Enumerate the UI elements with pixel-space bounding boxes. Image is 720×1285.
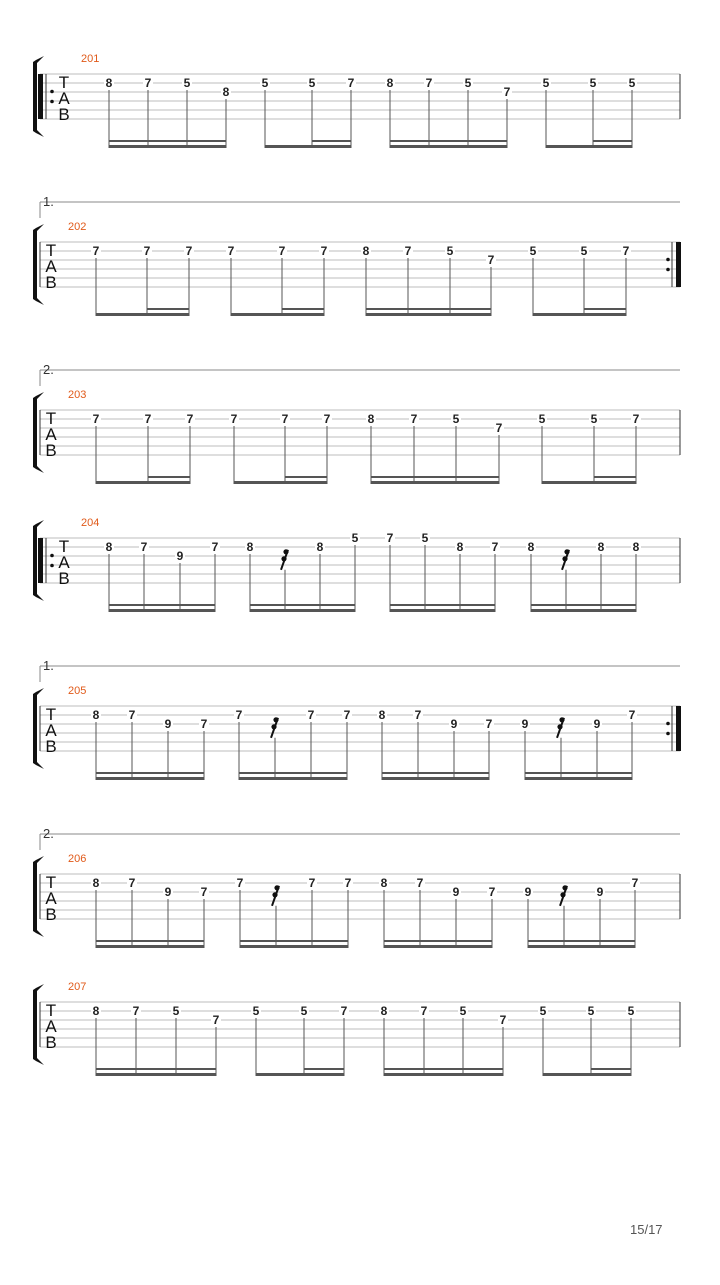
rest-flag (272, 892, 277, 897)
fret-number: 5 (529, 244, 537, 258)
fret-number: 8 (222, 85, 230, 99)
rest-flag (271, 724, 276, 729)
rest-flag (273, 717, 278, 722)
fret-number: 7 (227, 244, 235, 258)
repeat-start-thick (38, 538, 43, 583)
fret-number: 7 (485, 717, 493, 731)
beam-secondary (371, 476, 499, 478)
fret-number: 8 (362, 244, 370, 258)
beam-secondary (147, 308, 189, 310)
fret-number: 5 (351, 531, 359, 545)
rest-flag (281, 556, 286, 561)
beam-primary (109, 609, 215, 612)
fret-number: 5 (183, 76, 191, 90)
fret-number: 9 (521, 717, 529, 731)
beam-secondary (593, 140, 632, 142)
fret-number: 8 (380, 876, 388, 890)
beam-secondary (528, 940, 635, 942)
beam-primary (384, 945, 492, 948)
beam-primary (234, 481, 327, 484)
tab-clef-letter: A (45, 257, 57, 276)
staff-system-206 (33, 826, 680, 948)
tab-clef-letter: B (45, 273, 57, 292)
beam-secondary (390, 140, 507, 142)
repeat-dot (50, 90, 54, 94)
tab-clef-letter: T (45, 1001, 57, 1020)
tab-clef-letter: A (45, 425, 57, 444)
fret-number: 7 (495, 421, 503, 435)
beam-secondary (525, 772, 632, 774)
rest-flag (557, 724, 562, 729)
system-brace (33, 392, 44, 473)
fret-number: 5 (300, 1004, 308, 1018)
tab-clef-letter: A (45, 721, 57, 740)
tab-clef-letter: B (58, 569, 70, 588)
fret-number: 9 (593, 717, 601, 731)
fret-number: 7 (186, 412, 194, 426)
staff-system-205 (33, 658, 681, 780)
beam-secondary (594, 476, 636, 478)
measure-number: 206 (68, 853, 87, 865)
rest-flag (559, 717, 564, 722)
fret-number: 5 (628, 76, 636, 90)
fret-number: 7 (488, 885, 496, 899)
staff-system-204 (33, 517, 680, 612)
beam-primary (256, 1073, 344, 1076)
fret-number: 5 (464, 76, 472, 90)
fret-number: 7 (487, 253, 495, 267)
beam-primary (543, 1073, 631, 1076)
beam-secondary (96, 940, 204, 942)
volta-label: 1. (43, 194, 54, 209)
repeat-dot (666, 722, 670, 726)
fret-number: 7 (414, 708, 422, 722)
volta-label: 1. (43, 658, 54, 673)
beam-primary (240, 945, 348, 948)
beam-primary (371, 481, 499, 484)
fret-number: 7 (499, 1013, 507, 1027)
fret-number: 5 (589, 76, 597, 90)
measure-number: 205 (68, 685, 87, 697)
fret-number: 5 (421, 531, 429, 545)
repeat-end-thick (676, 706, 681, 751)
beam-primary (390, 145, 507, 148)
fret-number: 7 (343, 708, 351, 722)
beam-primary (96, 945, 204, 948)
tab-clef-letter: T (45, 409, 57, 428)
beam-secondary (109, 140, 226, 142)
fret-number: 7 (235, 708, 243, 722)
fret-number: 7 (347, 76, 355, 90)
fret-number: 7 (278, 244, 286, 258)
tab-clef-letter: B (45, 737, 57, 756)
fret-number: 8 (92, 876, 100, 890)
repeat-dot (666, 268, 670, 272)
fret-number: 7 (340, 1004, 348, 1018)
beam-secondary (109, 604, 215, 606)
measure-number: 207 (68, 981, 87, 993)
beam-secondary (584, 308, 626, 310)
beam-primary (390, 609, 495, 612)
fret-number: 8 (92, 708, 100, 722)
fret-number: 7 (92, 244, 100, 258)
beam-primary (525, 777, 632, 780)
beam-primary (231, 313, 324, 316)
tab-clef-letter: B (45, 1033, 57, 1052)
tab-clef-letter: B (45, 441, 57, 460)
beam-primary (250, 609, 355, 612)
tab-clef-letter: A (45, 889, 57, 908)
fret-number: 7 (185, 244, 193, 258)
fret-number: 8 (386, 76, 394, 90)
fret-number: 7 (344, 876, 352, 890)
tab-clef-letter: T (45, 873, 57, 892)
staff-system-202 (33, 194, 681, 316)
beam-secondary (591, 1068, 631, 1070)
fret-number: 9 (524, 885, 532, 899)
rest-flag (562, 885, 567, 890)
beam-primary (265, 145, 351, 148)
fret-number: 8 (105, 76, 113, 90)
fret-number: 5 (459, 1004, 467, 1018)
fret-number: 8 (105, 540, 113, 554)
beam-secondary (282, 308, 324, 310)
page-number: 15/17 (630, 1222, 663, 1237)
beam-secondary (312, 140, 351, 142)
beam-primary (533, 313, 626, 316)
repeat-dot (666, 732, 670, 736)
fret-number: 8 (367, 412, 375, 426)
fret-number: 7 (144, 76, 152, 90)
fret-number: 7 (425, 76, 433, 90)
fret-number: 5 (538, 412, 546, 426)
fret-number: 5 (587, 1004, 595, 1018)
system-brace (33, 688, 44, 769)
tab-clef-letter: T (45, 705, 57, 724)
beam-primary (96, 1073, 216, 1076)
fret-number: 7 (632, 412, 640, 426)
fret-number: 7 (140, 540, 148, 554)
fret-number: 7 (503, 85, 511, 99)
fret-number: 7 (416, 876, 424, 890)
fret-number: 9 (450, 717, 458, 731)
measure-number: 203 (68, 389, 87, 401)
beam-primary (109, 145, 226, 148)
fret-number: 7 (92, 412, 100, 426)
measure-number: 204 (81, 517, 100, 529)
fret-number: 7 (128, 876, 136, 890)
fret-number: 8 (380, 1004, 388, 1018)
fret-number: 5 (261, 76, 269, 90)
beam-secondary (239, 772, 347, 774)
fret-number: 7 (323, 412, 331, 426)
beam-secondary (96, 1068, 216, 1070)
beam-primary (528, 945, 635, 948)
fret-number: 7 (622, 244, 630, 258)
fret-number: 7 (410, 412, 418, 426)
fret-number: 7 (320, 244, 328, 258)
fret-number: 7 (420, 1004, 428, 1018)
fret-number: 9 (452, 885, 460, 899)
fret-number: 8 (316, 540, 324, 554)
beam-primary (239, 777, 347, 780)
fret-number: 9 (596, 885, 604, 899)
fret-number: 7 (132, 1004, 140, 1018)
repeat-dot (50, 564, 54, 568)
fret-number: 8 (246, 540, 254, 554)
fret-number: 5 (580, 244, 588, 258)
fret-number: 5 (308, 76, 316, 90)
fret-number: 9 (164, 717, 172, 731)
beam-secondary (96, 772, 204, 774)
fret-number: 8 (456, 540, 464, 554)
staff-system-201 (33, 53, 680, 148)
beam-secondary (384, 940, 492, 942)
fret-number: 7 (281, 412, 289, 426)
fret-number: 7 (631, 876, 639, 890)
fret-number: 7 (230, 412, 238, 426)
repeat-dot (50, 554, 54, 558)
beam-primary (382, 777, 489, 780)
rest-flag (562, 556, 567, 561)
fret-number: 5 (542, 76, 550, 90)
beam-secondary (366, 308, 491, 310)
measure-number: 201 (81, 53, 100, 65)
beam-secondary (240, 940, 348, 942)
beam-secondary (384, 1068, 503, 1070)
beam-secondary (382, 772, 489, 774)
beam-primary (96, 313, 189, 316)
fret-number: 7 (212, 1013, 220, 1027)
tab-clef-letter: B (45, 905, 57, 924)
fret-number: 5 (627, 1004, 635, 1018)
fret-number: 5 (172, 1004, 180, 1018)
fret-number: 9 (164, 885, 172, 899)
fret-number: 7 (200, 885, 208, 899)
beam-secondary (531, 604, 636, 606)
tab-clef-letter: B (58, 105, 70, 124)
beam-secondary (390, 604, 495, 606)
repeat-dot (50, 100, 54, 104)
system-brace (33, 856, 44, 937)
beam-primary (366, 313, 491, 316)
system-brace (33, 984, 44, 1065)
beam-secondary (148, 476, 190, 478)
fret-number: 8 (527, 540, 535, 554)
beam-secondary (304, 1068, 344, 1070)
rest-flag (283, 549, 288, 554)
fret-number: 5 (452, 412, 460, 426)
fret-number: 7 (211, 540, 219, 554)
tab-clef-letter: T (45, 241, 57, 260)
fret-number: 7 (236, 876, 244, 890)
fret-number: 8 (597, 540, 605, 554)
tab-clef-letter: A (58, 89, 70, 108)
fret-number: 8 (92, 1004, 100, 1018)
measure-number: 202 (68, 221, 87, 233)
beam-secondary (250, 604, 355, 606)
fret-number: 7 (128, 708, 136, 722)
tab-clef-letter: T (58, 73, 70, 92)
fret-number: 8 (632, 540, 640, 554)
fret-number: 7 (404, 244, 412, 258)
fret-number: 8 (378, 708, 386, 722)
beam-primary (546, 145, 632, 148)
beam-secondary (285, 476, 327, 478)
fret-number: 7 (144, 412, 152, 426)
beam-primary (531, 609, 636, 612)
repeat-dot (666, 258, 670, 262)
fret-number: 5 (252, 1004, 260, 1018)
volta-label: 2. (43, 362, 54, 377)
tab-clef-letter: A (45, 1017, 57, 1036)
fret-number: 7 (308, 876, 316, 890)
tab-clef-letter: A (58, 553, 70, 572)
fret-number: 7 (628, 708, 636, 722)
beam-primary (96, 777, 204, 780)
rest-flag (564, 549, 569, 554)
tab-clef-letter: T (58, 537, 70, 556)
beam-primary (96, 481, 190, 484)
volta-label: 2. (43, 826, 54, 841)
repeat-start-thick (38, 74, 43, 119)
beam-primary (542, 481, 636, 484)
fret-number: 9 (176, 549, 184, 563)
fret-number: 7 (143, 244, 151, 258)
fret-number: 7 (307, 708, 315, 722)
staff-system-207 (33, 981, 680, 1076)
system-brace (33, 224, 44, 305)
rest-flag (274, 885, 279, 890)
fret-number: 7 (386, 531, 394, 545)
repeat-end-thick (676, 242, 681, 287)
fret-number: 7 (200, 717, 208, 731)
fret-number: 7 (491, 540, 499, 554)
rest-flag (560, 892, 565, 897)
fret-number: 5 (539, 1004, 547, 1018)
staff-system-203 (33, 362, 680, 484)
beam-primary (384, 1073, 503, 1076)
fret-number: 5 (446, 244, 454, 258)
fret-number: 5 (590, 412, 598, 426)
